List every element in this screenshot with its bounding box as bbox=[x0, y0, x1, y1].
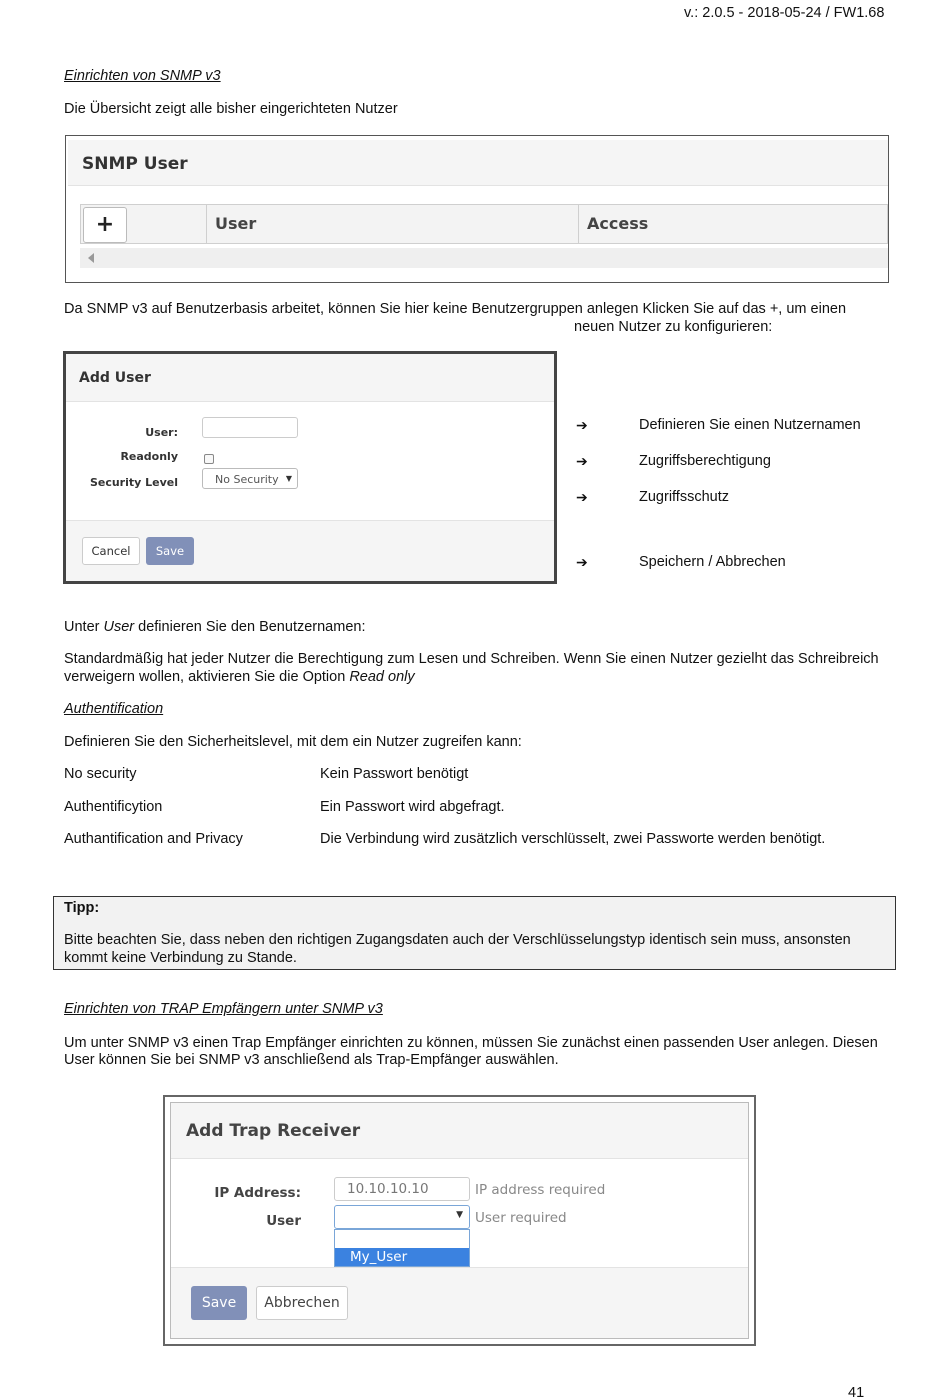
section-title-trap: Einrichten von TRAP Empfängern unter SNMP v3 bbox=[64, 1001, 383, 1017]
save-button[interactable]: Save bbox=[191, 1286, 247, 1320]
add-trap-receiver-dialog bbox=[163, 1095, 756, 1346]
intro-text: Die Übersicht zeigt alle bisher eingerichteten Nutzer bbox=[64, 101, 398, 117]
arrow-icon: ➔ bbox=[576, 453, 588, 469]
dropdown-option-my-user[interactable]: My_User bbox=[335, 1248, 469, 1266]
chevron-down-icon: ▼ bbox=[285, 474, 292, 483]
user-select[interactable] bbox=[334, 1205, 470, 1229]
snmp-user-panel bbox=[65, 135, 889, 283]
annotation-access: Zugriffsberechtigung bbox=[639, 453, 771, 469]
ip-address-input[interactable]: 10.10.10.10 bbox=[334, 1177, 470, 1201]
trap-dialog-title: Add Trap Receiver bbox=[186, 1121, 361, 1141]
column-label-access: Access bbox=[587, 214, 649, 233]
annotation-username: Definieren Sie einen Nutzernamen bbox=[639, 417, 861, 433]
annotation-protection: Zugriffsschutz bbox=[639, 489, 729, 505]
auth-heading: Authentification bbox=[64, 701, 164, 717]
add-user-dialog bbox=[63, 351, 557, 584]
tip-line2: kommt keine Verbindung zu Stande. bbox=[64, 950, 297, 966]
para-standard-prefix: verweigern wollen, aktivieren Sie die Option bbox=[64, 669, 350, 685]
section-title-snmp-v3: Einrichten von SNMP v3 bbox=[64, 68, 221, 84]
snmp-user-panel-title: SNMP User bbox=[82, 154, 188, 174]
user-dropdown-list[interactable] bbox=[334, 1229, 470, 1267]
table-column-blank bbox=[129, 205, 207, 243]
trap-dialog-header bbox=[171, 1103, 748, 1159]
para-benutzerbasis-line2: neuen Nutzer zu konfigurieren: bbox=[574, 319, 773, 335]
cancel-button[interactable]: Abbrechen bbox=[256, 1286, 348, 1320]
level-name: No security bbox=[64, 766, 137, 782]
para-user-emph: User bbox=[103, 619, 135, 635]
arrow-icon: ➔ bbox=[576, 417, 588, 433]
level-name: Authentificytion bbox=[64, 799, 163, 815]
trap-dialog-body bbox=[170, 1102, 749, 1339]
ip-address-label: IP Address: bbox=[214, 1185, 301, 1201]
auth-intro: Definieren Sie den Sicherheitslevel, mit dem ein Nutzer zugreifen kann: bbox=[64, 734, 522, 750]
cancel-button[interactable]: Cancel bbox=[82, 537, 140, 565]
horizontal-scrollbar[interactable] bbox=[80, 248, 888, 268]
security-level-label: Security Level bbox=[89, 476, 178, 489]
level-name: Authantification and Privacy bbox=[64, 831, 243, 847]
para-benutzerbasis-line1: Da SNMP v3 auf Benutzerbasis arbeitet, können Sie hier keine Benutzergruppen anlegen Klicken Sie auf das +, um einen bbox=[64, 301, 847, 317]
arrow-icon: ➔ bbox=[576, 489, 588, 505]
level-desc: Kein Passwort benötigt bbox=[320, 766, 469, 782]
add-user-button[interactable]: + bbox=[83, 207, 127, 243]
tip-title: Tipp: bbox=[64, 900, 100, 916]
add-user-dialog-header bbox=[66, 354, 554, 402]
column-label-user: User bbox=[215, 214, 257, 233]
para-standard-line2 bbox=[64, 668, 415, 686]
tip-box bbox=[53, 896, 896, 970]
para-user-prefix: Unter bbox=[64, 619, 104, 635]
user-hint: User required bbox=[475, 1210, 567, 1226]
ip-address-hint: IP address required bbox=[475, 1182, 606, 1198]
scroll-left-icon[interactable] bbox=[88, 253, 94, 263]
version-header: v.: 2.0.5 - 2018-05-24 / FW1.68 bbox=[684, 5, 885, 21]
para-user bbox=[64, 618, 365, 636]
snmp-user-panel-header bbox=[68, 140, 888, 186]
snmp-user-table-header bbox=[80, 204, 888, 244]
security-level-select[interactable] bbox=[202, 468, 298, 489]
readonly-checkbox[interactable] bbox=[204, 454, 214, 464]
user-input[interactable] bbox=[202, 417, 298, 438]
readonly-label: Readonly bbox=[120, 450, 178, 463]
chevron-down-icon: ▼ bbox=[456, 1210, 463, 1220]
level-desc: Ein Passwort wird abgefragt. bbox=[320, 799, 505, 815]
add-user-dialog-footer bbox=[66, 520, 554, 581]
para-user-suffix: definieren Sie den Benutzernamen: bbox=[134, 619, 366, 635]
annotation-save-cancel: Speichern / Abbrechen bbox=[639, 554, 786, 570]
table-column-user[interactable] bbox=[207, 205, 579, 243]
user-label: User: bbox=[145, 426, 178, 439]
table-column-access[interactable] bbox=[579, 205, 887, 243]
tip-line1: Bitte beachten Sie, dass neben den richtigen Zugangsdaten auch der Verschlüsselungstyp identisch sein muss, ansonsten bbox=[64, 932, 851, 948]
arrow-icon: ➔ bbox=[576, 554, 588, 570]
level-desc: Die Verbindung wird zusätzlich verschlüsselt, zwei Passworte werden benötigt. bbox=[320, 831, 826, 847]
para-standard-emph: Read only bbox=[349, 669, 415, 685]
page-number: 41 bbox=[848, 1385, 865, 1399]
add-user-dialog-title: Add User bbox=[79, 370, 151, 386]
user-label: User bbox=[266, 1213, 301, 1229]
para-standard-line1: Standardmäßig hat jeder Nutzer die Berechtigung zum Lesen und Schreiben. Wenn Sie einen Nutzer gezielht das Schreibreich bbox=[64, 651, 879, 667]
security-level-value: No Security bbox=[215, 473, 279, 486]
section2-line2: User können Sie bei SNMP v3 anschließend als Trap-Empfänger auswählen. bbox=[64, 1052, 559, 1068]
save-button[interactable]: Save bbox=[146, 537, 194, 565]
section2-line1: Um unter SNMP v3 einen Trap Empfänger einrichten zu können, müssen Sie zunächst einen passenden User anlegen. Diesen bbox=[64, 1035, 878, 1051]
trap-dialog-footer bbox=[171, 1267, 748, 1338]
